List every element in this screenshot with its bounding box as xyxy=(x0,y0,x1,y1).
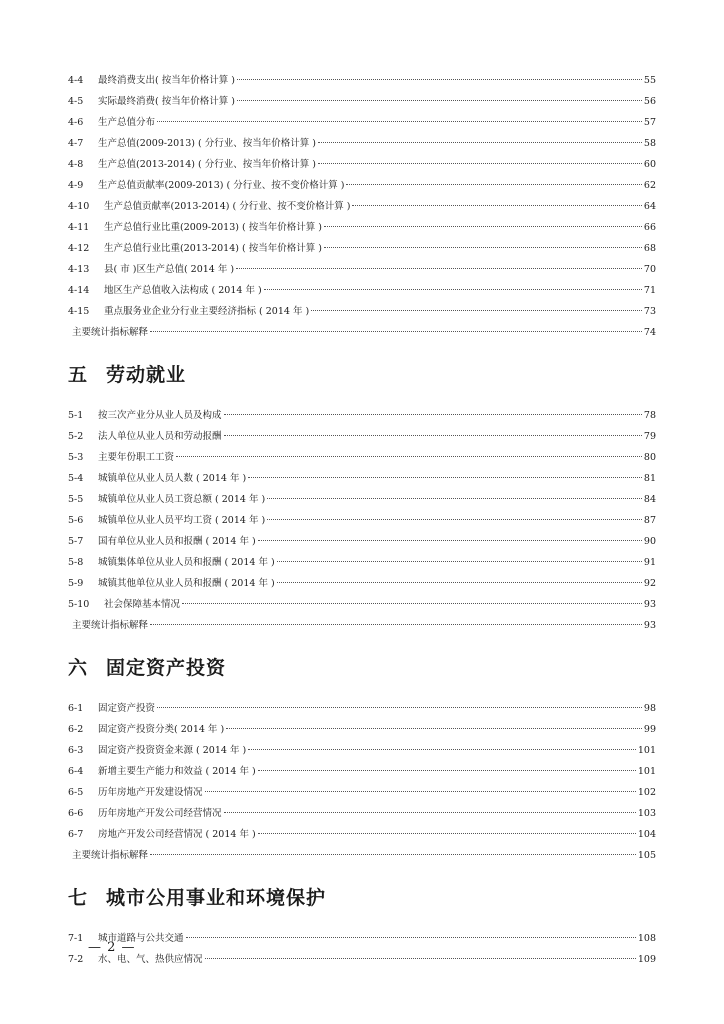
toc-entry-title: 城镇单位从业人员工资总额 ( 2014 年 ) xyxy=(98,494,266,505)
toc-entry-number: 4-13 xyxy=(68,264,90,275)
toc-entry[interactable] xyxy=(68,280,656,301)
dot-leader xyxy=(157,121,642,122)
toc-entry[interactable] xyxy=(68,91,656,112)
toc-entry[interactable] xyxy=(68,175,656,196)
toc-entry-title: 社会保障基本情况 xyxy=(104,599,181,610)
dot-leader xyxy=(258,833,636,834)
dot-leader xyxy=(277,582,642,583)
chapter-number: 五 xyxy=(68,363,89,386)
toc-entry-number: 6-7 xyxy=(68,829,84,840)
toc-entry[interactable] xyxy=(68,803,656,824)
toc-entry-page: 60 xyxy=(643,159,656,170)
toc-entry-page: 102 xyxy=(637,787,656,798)
toc-entry-page: 68 xyxy=(643,243,656,254)
dot-leader xyxy=(237,100,642,101)
dot-leader xyxy=(352,205,641,206)
dot-leader xyxy=(258,540,642,541)
toc-entry-title: 生产总值贡献率(2009-2013) ( 分行业、按不变价格计算 ) xyxy=(98,180,345,191)
toc-entry-number: 6-3 xyxy=(68,745,84,756)
toc-entry-number: 6-4 xyxy=(68,766,84,777)
toc-entry-page: 56 xyxy=(643,96,656,107)
dot-leader xyxy=(258,770,636,771)
dot-leader xyxy=(267,498,642,499)
toc-entry-title: 水、电、气、热供应情况 xyxy=(98,954,203,965)
toc-entry[interactable] xyxy=(68,196,656,217)
toc-entry[interactable] xyxy=(68,510,656,531)
dot-leader xyxy=(224,414,642,415)
toc-entry-number: 5-10 xyxy=(68,599,90,610)
chapter-number: 六 xyxy=(68,656,89,679)
toc-entry-title: 新增主要生产能力和效益 ( 2014 年 ) xyxy=(98,766,256,777)
toc-entry-title: 历年房地产开发建设情况 xyxy=(98,787,203,798)
toc-entry[interactable] xyxy=(68,573,656,594)
toc-entry-number: 5-9 xyxy=(68,578,84,589)
dot-leader xyxy=(248,477,642,478)
dot-leader xyxy=(324,247,642,248)
toc-entry-page: 91 xyxy=(643,557,656,568)
toc-entry-number: 4-4 xyxy=(68,75,84,86)
toc-entry-page: 101 xyxy=(637,766,656,777)
chapter-title: 城市公用事业和环境保护 xyxy=(106,886,327,909)
toc-entry-title: 城市道路与公共交通 xyxy=(98,933,184,944)
toc-entry-title: 主要统计指标解释 xyxy=(72,850,149,861)
toc-entry-number: 6-2 xyxy=(68,724,84,735)
toc-entry[interactable] xyxy=(68,719,656,740)
toc-section-4-tail xyxy=(68,70,656,343)
toc-entry-page: 80 xyxy=(643,452,656,463)
chapter-title: 固定资产投资 xyxy=(106,656,227,679)
toc-entry-page: 81 xyxy=(643,473,656,484)
toc-entry-number: 4-10 xyxy=(68,201,90,212)
dot-leader xyxy=(248,749,636,750)
toc-entry-number: 5-7 xyxy=(68,536,84,547)
toc-entry[interactable] xyxy=(68,238,656,259)
toc-entry-title: 房地产开发公司经营情况 ( 2014 年 ) xyxy=(98,829,256,840)
toc-entry-page: 92 xyxy=(643,578,656,589)
toc-entry-title: 生产总值(2013-2014) ( 分行业、按当年价格计算 ) xyxy=(98,159,316,170)
dot-leader xyxy=(205,791,636,792)
toc-entry-title: 固定资产投资 xyxy=(98,703,156,714)
toc-entry-number: 5-4 xyxy=(68,473,84,484)
toc-entry[interactable] xyxy=(68,824,656,845)
toc-entry[interactable] xyxy=(68,489,656,510)
toc-entry-title: 城镇集体单位从业人员和报酬 ( 2014 年 ) xyxy=(98,557,275,568)
toc-entry[interactable] xyxy=(68,845,656,866)
toc-entry-number: 4-15 xyxy=(68,306,90,317)
toc-entry[interactable] xyxy=(68,698,656,719)
toc-entry[interactable] xyxy=(68,259,656,280)
dot-leader xyxy=(237,79,642,80)
toc-entry-page: 98 xyxy=(643,703,656,714)
toc-section-5 xyxy=(68,405,656,636)
toc-entry-title: 国有单位从业人员和报酬 ( 2014 年 ) xyxy=(98,536,256,547)
toc-entry-number: 6-6 xyxy=(68,808,84,819)
toc-entry[interactable] xyxy=(68,949,656,970)
toc-entry-number: 5-2 xyxy=(68,431,84,442)
toc-page xyxy=(68,70,656,970)
toc-entry-page: 71 xyxy=(643,285,656,296)
toc-entry-title: 县( 市 )区生产总值( 2014 年 ) xyxy=(104,264,235,275)
toc-entry[interactable] xyxy=(68,761,656,782)
toc-entry-number: 5-3 xyxy=(68,452,84,463)
toc-entry-page: 105 xyxy=(637,850,656,861)
toc-entry-number: 6-1 xyxy=(68,703,84,714)
toc-entry-page: 101 xyxy=(637,745,656,756)
toc-entry-page: 84 xyxy=(643,494,656,505)
toc-entry[interactable] xyxy=(68,447,656,468)
dot-leader xyxy=(236,268,642,269)
dot-leader xyxy=(150,624,642,625)
toc-entry-page: 104 xyxy=(637,829,656,840)
toc-entry-title: 生产总值分布 xyxy=(98,117,156,128)
toc-entry-title: 固定资产投资分类( 2014 年 ) xyxy=(98,724,225,735)
toc-entry-number: 4-6 xyxy=(68,117,84,128)
toc-entry-number: 4-5 xyxy=(68,96,84,107)
dot-leader xyxy=(311,310,642,311)
toc-entry-page: 109 xyxy=(637,954,656,965)
dot-leader xyxy=(224,812,636,813)
toc-entry[interactable] xyxy=(68,615,656,636)
toc-entry-page: 55 xyxy=(643,75,656,86)
dot-leader xyxy=(277,561,642,562)
dot-leader xyxy=(318,142,642,143)
toc-entry[interactable] xyxy=(68,531,656,552)
dot-leader xyxy=(346,184,641,185)
toc-entry-page: 64 xyxy=(643,201,656,212)
chapter-title: 劳动就业 xyxy=(106,363,187,386)
toc-entry-number: 5-8 xyxy=(68,557,84,568)
toc-entry-page: 108 xyxy=(637,933,656,944)
toc-entry[interactable] xyxy=(68,133,656,154)
toc-entry-title: 最终消费支出( 按当年价格计算 ) xyxy=(98,75,235,86)
toc-entry-page: 93 xyxy=(643,620,656,631)
toc-entry[interactable] xyxy=(68,322,656,343)
toc-entry-number: 5-6 xyxy=(68,515,84,526)
toc-entry[interactable] xyxy=(68,594,656,615)
toc-entry-page: 99 xyxy=(643,724,656,735)
toc-entry-title: 生产总值行业比重(2009-2013) ( 按当年价格计算 ) xyxy=(104,222,322,233)
dot-leader xyxy=(264,289,642,290)
toc-entry-title: 按三次产业分从业人员及构成 xyxy=(98,410,222,421)
chapter-heading-6 xyxy=(68,644,656,688)
toc-entry-page: 78 xyxy=(643,410,656,421)
toc-entry-page: 62 xyxy=(643,180,656,191)
toc-entry[interactable] xyxy=(68,468,656,489)
toc-entry-title: 生产总值行业比重(2013-2014) ( 按当年价格计算 ) xyxy=(104,243,322,254)
toc-entry[interactable] xyxy=(68,782,656,803)
toc-entry[interactable] xyxy=(68,552,656,573)
toc-entry-number: 4-9 xyxy=(68,180,84,191)
toc-entry-title: 主要年份职工工资 xyxy=(98,452,175,463)
toc-entry-page: 79 xyxy=(643,431,656,442)
toc-entry-number: 4-8 xyxy=(68,159,84,170)
chapter-heading-5 xyxy=(68,351,656,395)
toc-entry[interactable] xyxy=(68,112,656,133)
toc-entry[interactable] xyxy=(68,928,656,949)
dot-leader xyxy=(150,331,642,332)
toc-entry-title: 生产总值(2009-2013) ( 分行业、按当年价格计算 ) xyxy=(98,138,316,149)
toc-entry-title: 实际最终消费( 按当年价格计算 ) xyxy=(98,96,235,107)
toc-entry-page: 66 xyxy=(643,222,656,233)
toc-entry-number: 4-12 xyxy=(68,243,90,254)
chapter-heading-7 xyxy=(68,874,656,918)
toc-entry-title: 地区生产总值收入法构成 ( 2014 年 ) xyxy=(104,285,262,296)
toc-entry-page: 74 xyxy=(643,327,656,338)
toc-entry[interactable] xyxy=(68,740,656,761)
toc-entry[interactable] xyxy=(68,154,656,175)
toc-entry-page: 93 xyxy=(643,599,656,610)
toc-entry-title: 城镇其他单位从业人员和报酬 ( 2014 年 ) xyxy=(98,578,275,589)
toc-entry-number: 4-7 xyxy=(68,138,84,149)
toc-entry[interactable] xyxy=(68,70,656,91)
chapter-number: 七 xyxy=(68,886,89,909)
dot-leader xyxy=(176,456,642,457)
toc-entry[interactable] xyxy=(68,426,656,447)
toc-entry[interactable] xyxy=(68,217,656,238)
toc-entry-title: 主要统计指标解释 xyxy=(72,327,149,338)
toc-entry-number: 5-5 xyxy=(68,494,84,505)
dot-leader xyxy=(205,958,636,959)
toc-entry-title: 城镇单位从业人员平均工资 ( 2014 年 ) xyxy=(98,515,266,526)
toc-entry-title: 主要统计指标解释 xyxy=(72,620,149,631)
toc-entry-page: 57 xyxy=(643,117,656,128)
dot-leader xyxy=(150,854,636,855)
dot-leader xyxy=(318,163,642,164)
toc-entry-page: 87 xyxy=(643,515,656,526)
toc-entry[interactable] xyxy=(68,405,656,426)
toc-entry-title: 重点服务业企业分行业主要经济指标 ( 2014 年 ) xyxy=(104,306,310,317)
toc-entry-number: 5-1 xyxy=(68,410,84,421)
dot-leader xyxy=(157,707,642,708)
dot-leader xyxy=(267,519,642,520)
toc-entry-page: 73 xyxy=(643,306,656,317)
dot-leader xyxy=(324,226,642,227)
toc-entry-number: 7-2 xyxy=(68,954,84,965)
toc-section-7 xyxy=(68,928,656,970)
toc-entry-page: 70 xyxy=(643,264,656,275)
toc-entry-page: 103 xyxy=(637,808,656,819)
toc-entry-page: 90 xyxy=(643,536,656,547)
toc-entry-page: 58 xyxy=(643,138,656,149)
toc-section-6 xyxy=(68,698,656,866)
toc-entry[interactable] xyxy=(68,301,656,322)
toc-entry-title: 历年房地产开发公司经营情况 xyxy=(98,808,222,819)
toc-entry-number: 7-1 xyxy=(68,933,84,944)
page-number: — 2 — xyxy=(88,940,136,955)
dot-leader xyxy=(226,728,642,729)
dot-leader xyxy=(186,937,636,938)
toc-entry-number: 4-11 xyxy=(68,222,90,233)
toc-entry-title: 法人单位从业人员和劳动报酬 xyxy=(98,431,222,442)
toc-entry-title: 城镇单位从业人员人数 ( 2014 年 ) xyxy=(98,473,247,484)
dot-leader xyxy=(224,435,642,436)
dot-leader xyxy=(182,603,642,604)
toc-entry-title: 生产总值贡献率(2013-2014) ( 分行业、按不变价格计算 ) xyxy=(104,201,351,212)
toc-entry-number: 4-14 xyxy=(68,285,90,296)
toc-entry-number: 6-5 xyxy=(68,787,84,798)
toc-entry-title: 固定资产投资资金来源 ( 2014 年 ) xyxy=(98,745,247,756)
